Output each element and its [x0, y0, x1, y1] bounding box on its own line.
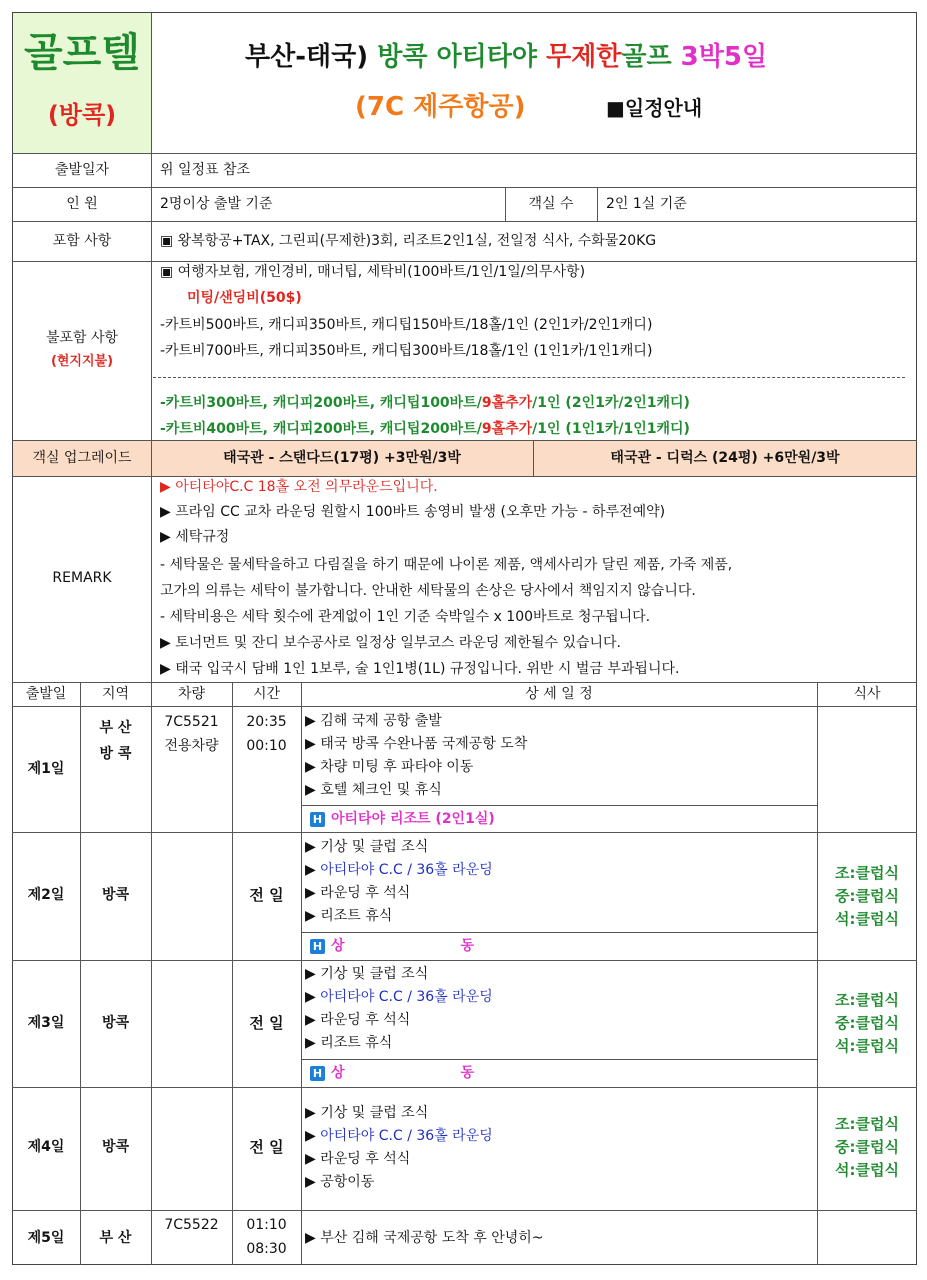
- people-label: 인 원: [66, 196, 98, 212]
- round-text: 아티타야 C.C / 36홀 라운딩: [320, 989, 493, 1005]
- page-title: [245, 40, 767, 74]
- title-prefix: 부산-태국): [245, 42, 369, 72]
- remark-label: REMARK: [52, 570, 112, 586]
- extra-line-highlight: 9홀추가: [481, 395, 533, 411]
- extra-line-highlight: 9홀추가: [481, 421, 533, 437]
- title-golf: 골프: [621, 42, 672, 72]
- hotel-same-b: 동: [460, 1065, 475, 1081]
- meal: 석:클럽식: [835, 1037, 899, 1055]
- day-label: 제5일: [27, 1230, 65, 1246]
- itinerary-item: ▶ 라운딩 후 석식: [305, 1012, 411, 1028]
- col-header-time: 시간: [252, 686, 281, 702]
- title-unlimited: 무제한: [546, 42, 622, 72]
- excluded-sub: (현지지불): [50, 354, 114, 369]
- remark-line: ▶ 세탁규정: [160, 529, 230, 545]
- logo-name: 골프텔: [24, 30, 140, 76]
- meal: 조:클럽식: [835, 991, 899, 1009]
- day-vehicle: 7C5521: [164, 714, 219, 730]
- remark-line: ▶ 토너먼트 및 잔디 보수공사로 일정상 일부코스 라운딩 제한될수 있습니다.: [160, 635, 621, 651]
- day-region: 방 콕: [99, 746, 132, 762]
- itinerary-item: [305, 861, 493, 879]
- rooms-label: 객실 수: [528, 196, 574, 212]
- round-text: 아티타야 C.C / 36홀 라운딩: [320, 862, 493, 878]
- hotel-same-a: 상: [331, 1065, 345, 1081]
- day-label: 제4일: [27, 1139, 65, 1155]
- day-region: 부 산: [99, 720, 132, 736]
- excluded-line: 미팅/샌딩비(50$): [187, 290, 302, 306]
- round-text: 아티타야 C.C / 36홀 라운딩: [320, 1128, 493, 1144]
- day-region: 부 산: [99, 1230, 132, 1246]
- meal: 조:클럽식: [835, 864, 899, 882]
- day-region: 방콕: [101, 887, 130, 903]
- day-time: 전 일: [249, 1014, 284, 1032]
- itinerary-item: ▶ 기상 및 클럽 조식: [305, 966, 429, 982]
- excluded-line: -카트비700바트, 캐디피350바트, 캐디팁300바트/18홀/1인 (1인1카/1인1캐디): [160, 343, 653, 359]
- day-time: 00:10: [246, 738, 287, 754]
- people-value: 2명이상 출발 기준: [160, 196, 273, 212]
- extra-line: [160, 394, 690, 412]
- day-label: 제1일: [27, 761, 65, 777]
- day-vehicle: 전용차량: [164, 738, 219, 754]
- itinerary-item: ▶ 부산 김해 국제공항 도착 후 안녕히~: [305, 1230, 544, 1246]
- extra-line-post: /1인 (1인1카/1인1캐디): [532, 421, 690, 437]
- itinerary-item: ▶ 공항이동: [305, 1174, 375, 1190]
- day-vehicle: 7C5522: [164, 1217, 219, 1233]
- day-time: 01:10: [246, 1217, 287, 1233]
- itinerary-item: [305, 988, 493, 1006]
- arrow-icon: ▶: [305, 989, 316, 1005]
- extra-line-post: /1인 (2인1카/2인1캐디): [532, 395, 690, 411]
- itinerary-item: ▶ 라운딩 후 석식: [305, 885, 411, 901]
- day-time: 전 일: [249, 886, 284, 904]
- meal: 중:클럽식: [835, 1014, 899, 1032]
- included-label: 포함 사항: [52, 233, 112, 249]
- hotel-line: [310, 1064, 474, 1082]
- meal: 석:클럽식: [835, 1161, 899, 1179]
- hotel-icon: H: [310, 939, 325, 954]
- day-region: 방콕: [101, 1139, 130, 1155]
- col-header-meal: 식사: [853, 686, 881, 702]
- itinerary-item: ▶ 기상 및 클럽 조식: [305, 1105, 429, 1121]
- hotel-icon: H: [310, 812, 325, 827]
- itinerary-item: ▶ 리조트 휴식: [305, 1035, 393, 1051]
- logo-city: (방콕): [47, 101, 117, 129]
- extra-line-pre: -카트비400바트, 캐디피200바트, 캐디팁200바트/: [160, 421, 482, 437]
- departure-label: 출발일자: [54, 162, 110, 178]
- remark-line: 고가의 의류는 세탁이 불가합니다. 안내한 세탁물의 손상은 당사에서 책임지지 않습니다.: [160, 583, 696, 599]
- departure-value: 위 일정표 참조: [160, 162, 251, 178]
- col-header-region: 지역: [101, 686, 130, 702]
- col-header-detail: 상 세 일 정: [525, 686, 593, 702]
- hotel-name: 아티타야 리조트 (2인1실): [331, 811, 495, 827]
- remark-line: ▶ 아티타야C.C 18홀 오전 의무라운드입니다.: [160, 479, 438, 495]
- arrow-icon: ▶: [305, 862, 316, 878]
- hotel-line: [310, 810, 495, 828]
- meal: 석:클럽식: [835, 910, 899, 928]
- day-label: 제2일: [27, 887, 65, 903]
- schedule-note: ■일정안내: [606, 96, 703, 120]
- remark-line: ▶ 태국 입국시 담배 1인 1보루, 술 1인1병(1L) 규정입니다. 위반 시 벌금 부과됩니다.: [160, 661, 680, 677]
- meal: 중:클럽식: [835, 1138, 899, 1156]
- extra-line: [160, 420, 690, 438]
- meal: 조:클럽식: [835, 1115, 899, 1133]
- remark-line: - 세탁비용은 세탁 횟수에 관계없이 1인 기준 숙박일수 x 100바트로 청구됩니다.: [160, 609, 651, 625]
- day-region: 방콕: [101, 1015, 130, 1031]
- itinerary-item: ▶ 태국 방콕 수완나품 국제공항 도착: [305, 736, 528, 752]
- itinerary-item: ▶ 라운딩 후 석식: [305, 1151, 411, 1167]
- upgrade-label: 객실 업그레이드: [32, 450, 132, 466]
- upgrade-deluxe: 태국관 - 디럭스 (24평) +6만원/3박: [610, 450, 840, 466]
- airline: (7C 제주항공): [355, 92, 526, 122]
- itinerary-item: ▶ 리조트 휴식: [305, 908, 393, 924]
- upgrade-standard: 태국관 - 스탠다드(17평) +3만원/3박: [223, 450, 461, 466]
- excluded-line: ▣ 여행자보험, 개인경비, 매너팁, 세탁비(100바트/1인/1일/의무사항): [160, 264, 586, 280]
- extra-line-pre: -카트비300바트, 캐디피200바트, 캐디팁100바트/: [160, 395, 482, 411]
- arrow-icon: ▶: [305, 1128, 316, 1144]
- meal: 중:클럽식: [835, 887, 899, 905]
- title-duration: 3박5일: [680, 42, 768, 72]
- rooms-value: 2인 1실 기준: [606, 196, 687, 212]
- itinerary-item: [305, 1127, 493, 1145]
- hotel-same-a: 상: [331, 938, 345, 954]
- excluded-line: -카트비500바트, 캐디피350바트, 캐디팁150바트/18홀/1인 (2인1카/2인1캐디): [160, 317, 653, 333]
- hotel-same-b: 동: [460, 938, 475, 954]
- col-header-day: 출발일: [25, 686, 67, 702]
- excluded-label: 불포함 사항: [45, 330, 119, 346]
- itinerary-item: ▶ 차량 미팅 후 파타야 이동: [305, 759, 474, 775]
- day-time: 20:35: [246, 714, 287, 730]
- included-value: ▣ 왕복항공+TAX, 그린피(무제한)3회, 리조트2인1실, 전일정 식사, 수화물20KG: [160, 233, 657, 249]
- remark-line: ▶ 프라임 CC 교차 라운딩 원할시 100바트 송영비 발생 (오후만 가능 - 하루전예약): [160, 504, 666, 520]
- day-label: 제3일: [27, 1015, 65, 1031]
- hotel-icon: H: [310, 1066, 325, 1081]
- itinerary-item: ▶ 김해 국제 공항 출발: [305, 713, 442, 729]
- day-time: 전 일: [249, 1138, 284, 1156]
- title-city-course: 방콕 아티타야: [377, 42, 537, 72]
- remark-line: - 세탁물은 물세탁을하고 다림질을 하기 때문에 나이론 제품, 액세사리가 달린 제품, 가죽 제품,: [160, 557, 733, 573]
- itinerary-item: ▶ 호텔 체크인 및 휴식: [305, 782, 442, 798]
- itinerary-item: ▶ 기상 및 클럽 조식: [305, 839, 429, 855]
- day-time: 08:30: [246, 1241, 287, 1257]
- col-header-vehicle: 차량: [177, 686, 206, 702]
- hotel-line: [310, 937, 474, 955]
